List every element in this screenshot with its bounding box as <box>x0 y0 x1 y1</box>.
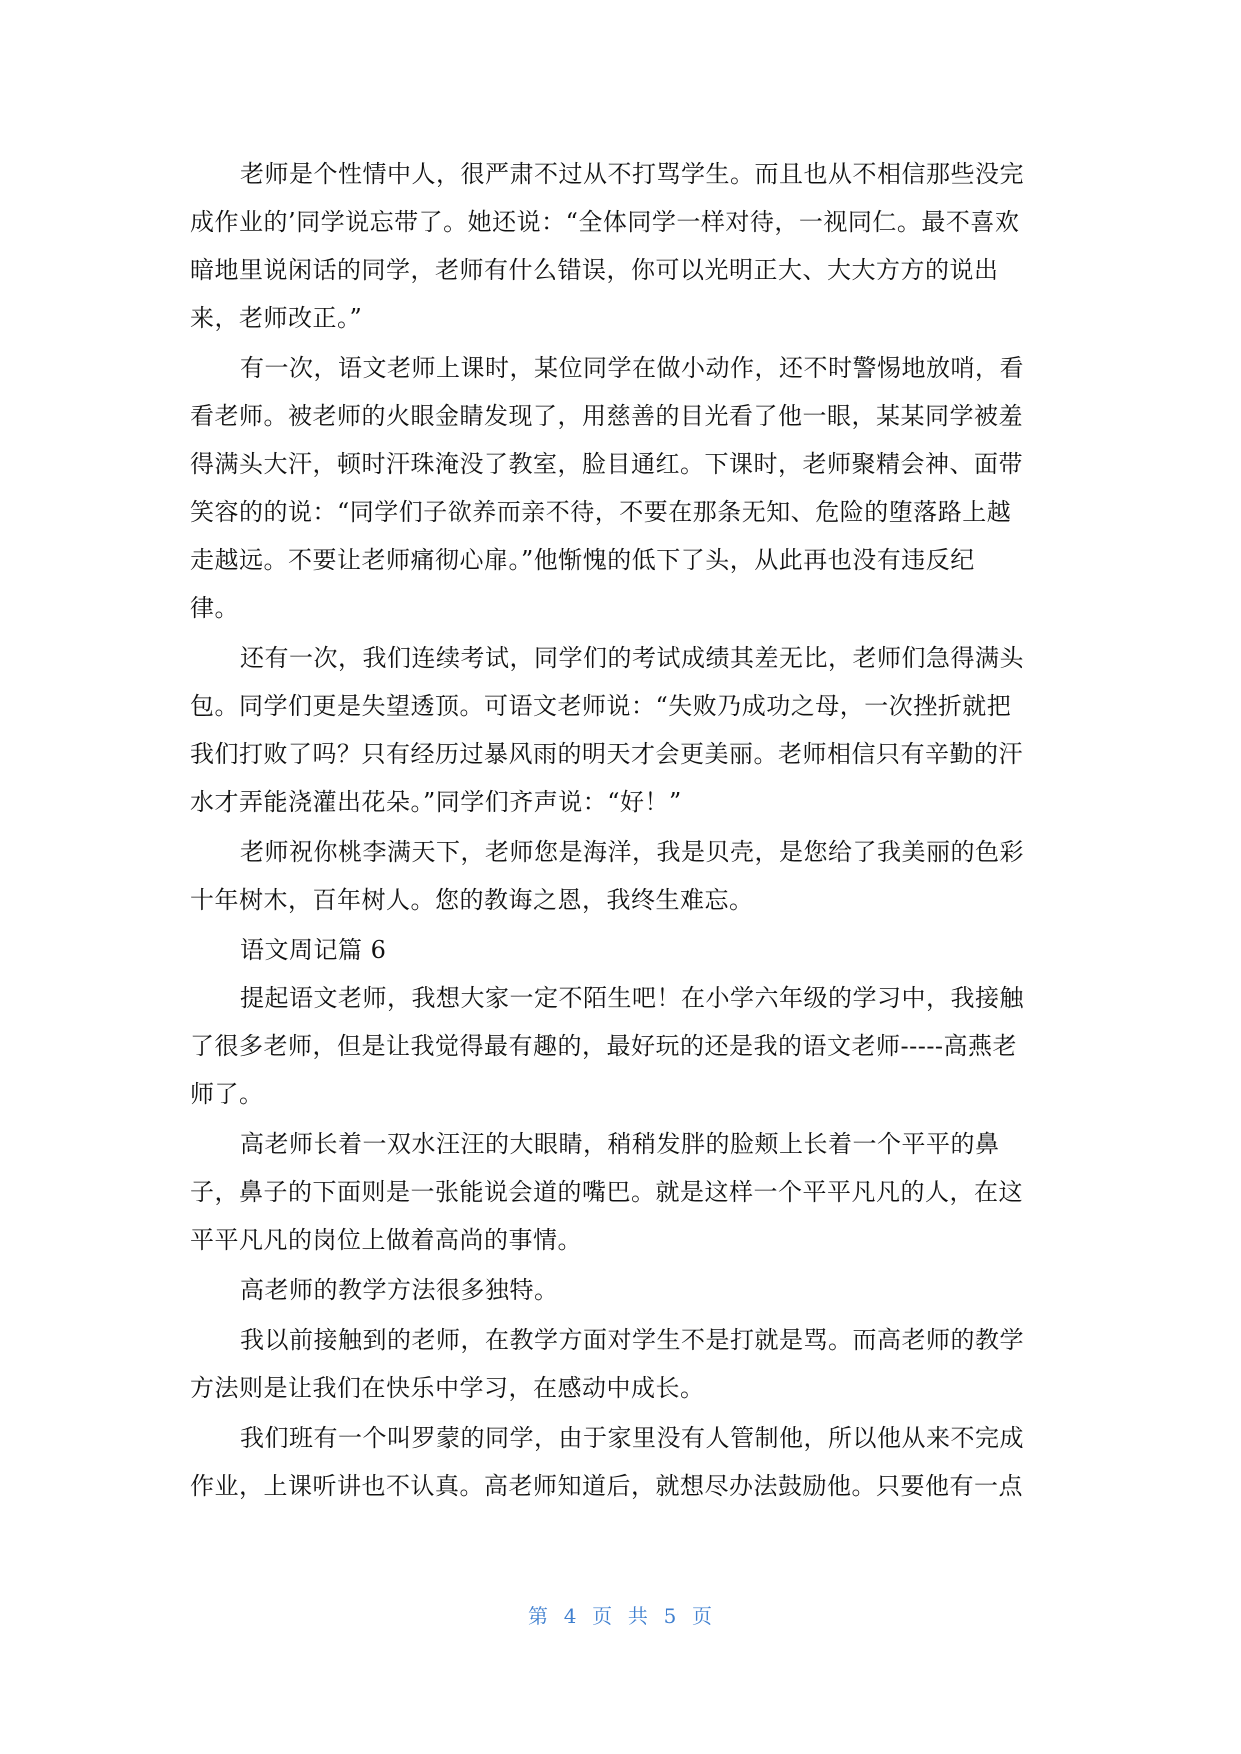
text-line: 十年树木，百年树人。您的教诲之恩，我终生难忘。 <box>190 886 754 914</box>
text-line: 提起语文老师，我想大家一定不陌生吧！在小学六年级的学习中，我接触 <box>240 984 1024 1012</box>
text-line: 成作业的’同学说忘带了。她还说：“全体同学一样对待，一视同仁。最不喜欢 <box>190 208 1020 236</box>
text-line: 包。同学们更是失望透顶。可语文老师说：“失败乃成功之母，一次挫折就把 <box>190 692 1012 720</box>
text-line: 方法则是让我们在快乐中学习，在感动中成长。 <box>190 1374 705 1402</box>
text-line: 我以前接触到的老师，在教学方面对学生不是打就是骂。而高老师的教学 <box>240 1326 1024 1354</box>
text-line: 平平凡凡的岗位上做着高尚的事情。 <box>190 1226 582 1254</box>
text-line: 高老师长着一双水汪汪的大眼睛，稍稍发胖的脸颊上长着一个平平的鼻 <box>240 1130 1000 1158</box>
section-heading: 语文周记篇 6 <box>240 936 387 964</box>
text-line: 子，鼻子的下面则是一张能说会道的嘴巴。就是这样一个平平凡凡的人，在这 <box>190 1178 1023 1206</box>
text-line: 我们班有一个叫罗蒙的同学，由于家里没有人管制他，所以他从来不完成 <box>240 1424 1024 1452</box>
text-line: 我们打败了吗？只有经历过暴风雨的明天才会更美丽。老师相信只有辛勤的汗 <box>190 740 1023 768</box>
text-line: 笑容的的说：“同学们子欲养而亲不待，不要在那条无知、危险的堕落路上越 <box>190 498 1012 526</box>
text-line: 水才弄能浇灌出花朵。”同学们齐声说：“好！” <box>190 788 682 816</box>
text-line: 老师祝你桃李满天下，老师您是海洋，我是贝壳，是您给了我美丽的色彩 <box>240 838 1024 866</box>
text-line: 高老师的教学方法很多独特。 <box>240 1276 559 1304</box>
text-line: 有一次，语文老师上课时，某位同学在做小动作，还不时警惕地放哨，看 <box>240 354 1024 382</box>
text-line: 还有一次，我们连续考试，同学们的考试成绩其差无比，老师们急得满头 <box>240 644 1024 672</box>
text-line: 看老师。被老师的火眼金睛发现了，用慈善的目光看了他一眼，某某同学被羞 <box>190 402 1023 430</box>
text-line: 暗地里说闲话的同学，老师有什么错误，你可以光明正大、大大方方的说出 <box>190 256 999 284</box>
text-line: 得满头大汗，顿时汗珠淹没了教室，脸目通红。下课时，老师聚精会神、面带 <box>190 450 1023 478</box>
text-line: 律。 <box>190 594 239 622</box>
text-line: 老师是个性情中人，很严肃不过从不打骂学生。而且也从不相信那些没完 <box>240 160 1024 188</box>
text-line: 师了。 <box>190 1080 264 1108</box>
text-line: 来，老师改正。” <box>190 304 363 332</box>
page-number-footer: 第 4 页 共 5 页 <box>527 1604 714 1628</box>
text-line: 作业，上课听讲也不认真。高老师知道后，就想尽办法鼓励他。只要他有一点 <box>190 1472 1023 1500</box>
text-line: 走越远。不要让老师痛彻心扉。”他惭愧的低下了头，从此再也没有违反纪 <box>190 546 975 574</box>
text-line: 了很多老师，但是让我觉得最有趣的，最好玩的还是我的语文老师-----高燕老 <box>190 1032 1018 1060</box>
